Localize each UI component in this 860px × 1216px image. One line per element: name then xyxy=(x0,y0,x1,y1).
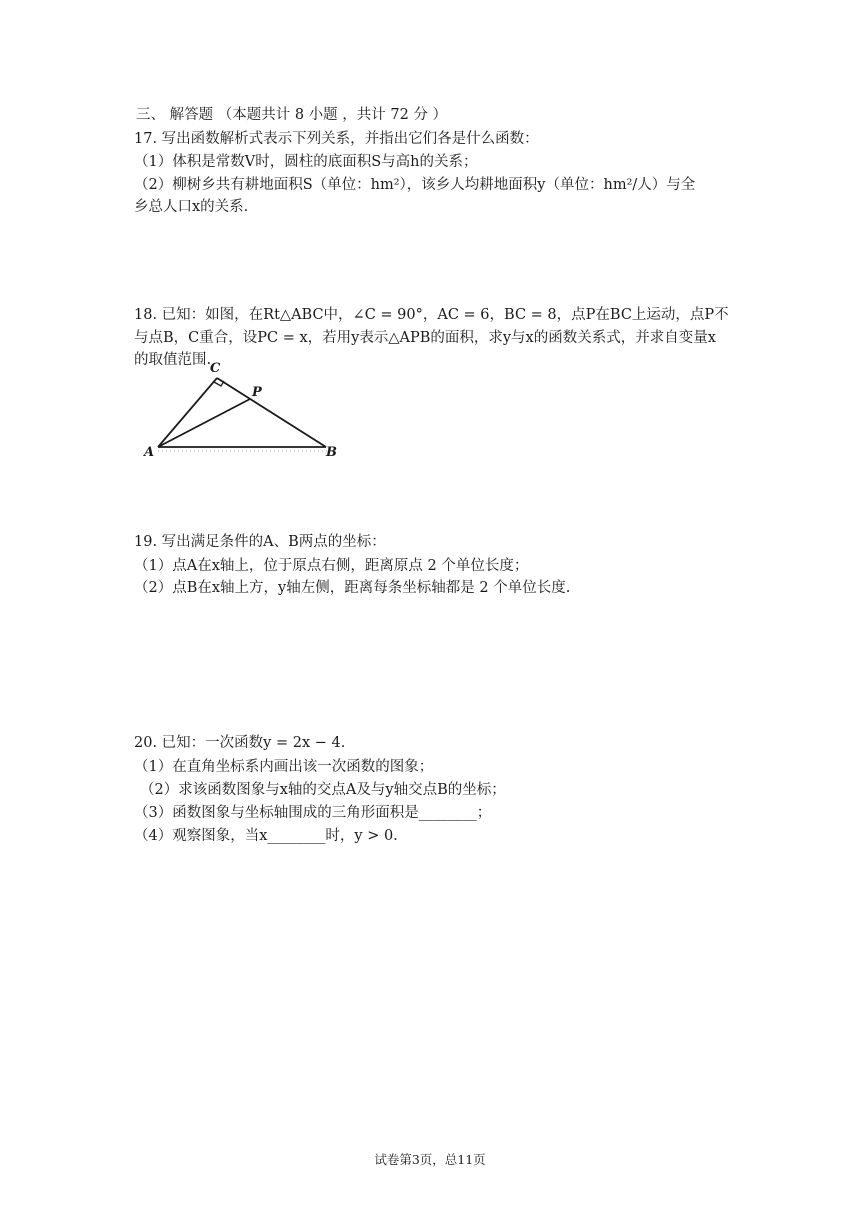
question-20-part-3: （3）函数图象与坐标轴围成的三角形面积是________； xyxy=(134,805,492,821)
question-19-stem: 19. 写出满足条件的A、B两点的坐标： xyxy=(134,534,386,550)
question-19-part-2: （2）点B在x轴上方，y轴左侧，距离每条坐标轴都是 2 个单位长度. xyxy=(134,580,571,596)
question-20-part-4: （4）观察图象，当x________时，y > 0. xyxy=(134,828,398,844)
question-17-part-2: （2）柳树乡共有耕地面积S（单位：hm²），该乡人均耕地面积y（单位：hm²/人）与全 xyxy=(134,177,696,193)
label-p: P xyxy=(252,385,262,400)
triangle-figure xyxy=(138,358,348,468)
label-c: C xyxy=(210,361,221,376)
question-20-part-2: （2）求该函数图象与x轴的交点A及与y轴交点B的坐标； xyxy=(140,782,506,798)
question-20-stem: 20. 已知：一次函数y = 2x − 4. xyxy=(134,735,346,751)
question-20-part-1: （1）在直角坐标系内画出该一次函数的图象； xyxy=(134,759,434,775)
label-b: B xyxy=(326,445,337,460)
section-header: 三、 解答题 （本题共计 8 小题 ，共计 72 分 ） xyxy=(136,107,448,123)
label-a: A xyxy=(144,445,155,460)
question-17-part-1: （1）体积是常数V时，圆柱的底面积S与高h的关系； xyxy=(134,154,478,170)
question-17-stem: 17. 写出函数解析式表示下列关系，并指出它们各是什么函数： xyxy=(134,131,539,147)
side-cb xyxy=(217,378,326,447)
question-18-line-1: 18. 已知：如图，在Rt△ABC中，∠C = 90°，AC = 6，BC = 8，点P在BC上运动，点P不 xyxy=(134,307,729,323)
segment-ap xyxy=(158,399,250,447)
question-18-line-2: 与点B，C重合，设PC = x，若用y表示△APB的面积，求y与x的函数关系式，并求自变量x xyxy=(134,330,716,346)
question-17-part-2-cont: 乡总人口x的关系. xyxy=(134,199,249,215)
question-19-part-1: （1）点A在x轴上，位于原点右侧，距离原点 2 个单位长度； xyxy=(134,558,529,574)
question-18-line-3: 的取值范围. xyxy=(134,352,212,368)
page-footer: 试卷第3页，总11页 xyxy=(374,1152,486,1167)
side-ac xyxy=(158,378,217,447)
